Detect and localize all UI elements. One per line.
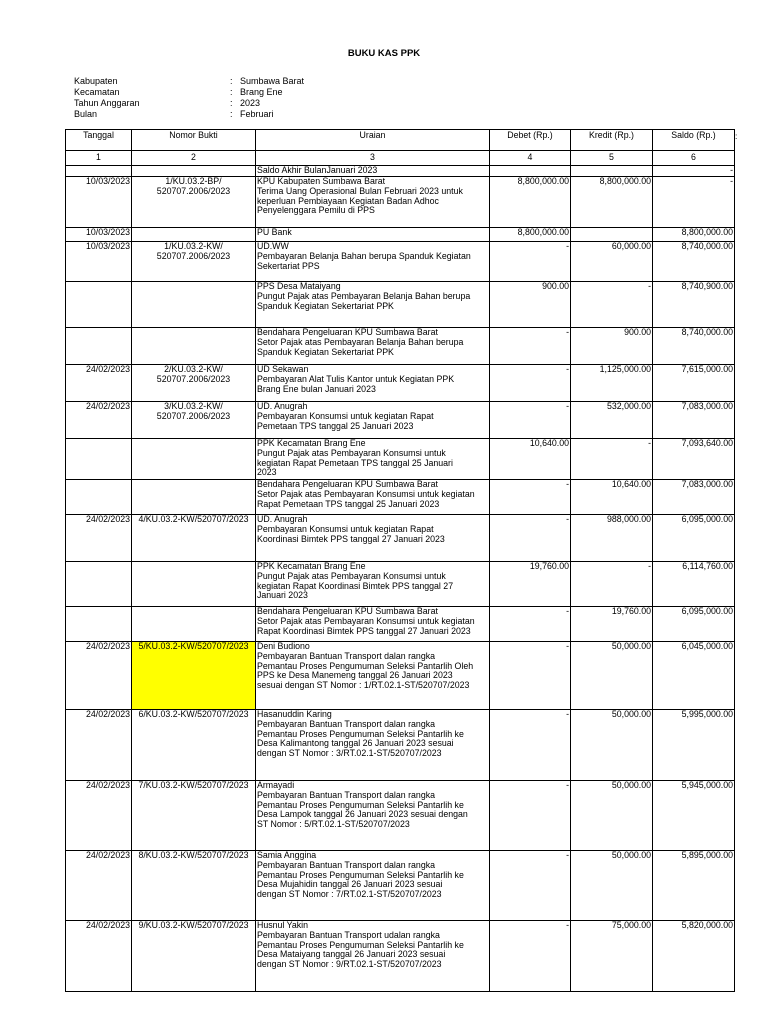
cell-uraian <box>256 439 490 480</box>
cell-debet: - <box>490 515 571 562</box>
table-row <box>66 328 735 365</box>
nomor-bukti-line: 3/KU.03.2-KW/ <box>164 401 223 411</box>
document-title: BUKU KAS PPK <box>347 48 421 59</box>
cell-debet: - <box>490 710 571 781</box>
table-row <box>66 642 735 710</box>
uraian-line: PPK Kecamatan Brang Ene <box>257 561 366 571</box>
uraian-line: Setor Pajak atas Pembayaran Konsumsi untuk kegiatan <box>257 488 475 499</box>
uraian-line: dengan ST Nomor : 9/RT.02.1-ST/520707/2023 <box>257 959 442 970</box>
cell-debet <box>490 166 571 177</box>
column-number-row <box>66 151 735 166</box>
cell-saldo: 6,095,000.00 <box>653 515 735 562</box>
cell-tanggal: 24/02/2023 <box>66 781 132 851</box>
column-header-nomor-bukti: Nomor Bukti <box>132 130 256 151</box>
cell-debet: 8,800,000.00 <box>490 228 571 242</box>
cell-saldo: 8,740,900.00 <box>653 282 735 328</box>
uraian-line: Bendahara Pengeluaran KPU Sumbawa Barat <box>257 327 438 337</box>
meta-row-tahun-anggaran <box>74 98 304 109</box>
header-row <box>66 130 735 151</box>
uraian-line: Bendahara Pengeluaran KPU Sumbawa Barat <box>257 606 438 616</box>
cell-debet: 19,760.00 <box>490 562 571 607</box>
column-number: 2 <box>132 151 256 166</box>
cell-tanggal: 24/02/2023 <box>66 402 132 439</box>
uraian-line: Spanduk Kegiatan Sekertariat PPK <box>257 346 394 357</box>
cell-uraian <box>256 607 490 642</box>
uraian-line: Pembayaran Alat Tulis Kantor untuk Kegiatan PPK <box>257 373 455 384</box>
cell-saldo: 5,945,000.00 <box>653 781 735 851</box>
nomor-bukti-line: 520707.2006/2023 <box>156 373 231 384</box>
cell-nomor-bukti <box>132 480 256 515</box>
uraian-line: Pemantau Proses Pengumuman Seleksi Pantarlih ke <box>257 939 464 950</box>
uraian-line: Pemantau Proses Pengumuman Seleksi Pantarlih ke <box>257 869 464 880</box>
cell-debet: - <box>490 242 571 282</box>
nomor-bukti-line: 5/KU.03.2-KW/520707/2023 <box>138 641 249 651</box>
cell-nomor-bukti <box>132 439 256 480</box>
cell-debet: 10,640.00 <box>490 439 571 480</box>
table-row <box>66 166 735 177</box>
cell-nomor-bukti <box>132 921 256 992</box>
cell-nomor-bukti <box>132 228 256 242</box>
cell-uraian <box>256 562 490 607</box>
cell-tanggal: 24/02/2023 <box>66 710 132 781</box>
uraian-line: Samia Anggina <box>257 850 317 860</box>
cell-nomor-bukti <box>132 781 256 851</box>
cell-kredit: 50,000.00 <box>571 642 653 710</box>
cell-nomor-bukti <box>132 328 256 365</box>
uraian-line: Bendahara Pengeluaran KPU Sumbawa Barat <box>257 479 438 489</box>
uraian-line: UD.WW <box>257 241 289 251</box>
uraian-line: Desa Lampok tanggal 26 Januari 2023 sesuai dengan <box>257 809 468 820</box>
column-number: 1 <box>66 151 132 166</box>
meta-separator: : <box>230 98 233 108</box>
table-row <box>66 177 735 228</box>
column-header-kredit: Kredit (Rp.) <box>571 130 653 151</box>
cell-uraian <box>256 515 490 562</box>
cell-tanggal: 24/02/2023 <box>66 515 132 562</box>
uraian-line: keperluan Pembiayaan Kegiatan Badan Adhoc <box>257 195 439 206</box>
meta-label: Kecamatan <box>74 87 120 97</box>
cell-debet: 900.00 <box>490 282 571 328</box>
cell-uraian <box>256 642 490 710</box>
cell-saldo: 5,820,000.00 <box>653 921 735 992</box>
cell-saldo: 7,083,000.00 <box>653 480 735 515</box>
column-header-uraian: Uraian <box>256 130 490 151</box>
cell-kredit: 988,000.00 <box>571 515 653 562</box>
meta-separator: : <box>230 87 233 97</box>
cell-nomor-bukti <box>132 402 256 439</box>
cell-uraian <box>256 228 490 242</box>
cell-saldo: 6,095,000.00 <box>653 607 735 642</box>
cell-kredit: 900.00 <box>571 328 653 365</box>
cell-tanggal <box>66 166 132 177</box>
cell-debet: - <box>490 328 571 365</box>
cell-uraian <box>256 282 490 328</box>
uraian-line: UD Sekawan <box>257 364 309 374</box>
cell-saldo: 6,045,000.00 <box>653 642 735 710</box>
cell-tanggal <box>66 607 132 642</box>
uraian-line: 2023 <box>257 467 277 478</box>
meta-separator: : <box>230 109 233 119</box>
cell-saldo: 7,615,000.00 <box>653 365 735 402</box>
nomor-bukti-line: 2/KU.03.2-KW/ <box>164 364 223 374</box>
cell-kredit: - <box>571 282 653 328</box>
uraian-line: Desa Mataiyang tanggal 26 Januari 2023 sesuai <box>257 949 446 960</box>
table-row <box>66 365 735 402</box>
cell-kredit <box>571 166 653 177</box>
uraian-line: Pembayaran Bantuan Transport dalan rangka <box>257 789 436 800</box>
cell-kredit: 50,000.00 <box>571 710 653 781</box>
uraian-line: Rapat Pemetaan TPS tanggal 25 Januari 2023 <box>257 498 440 509</box>
table-row <box>66 710 735 781</box>
cell-nomor-bukti <box>132 242 256 282</box>
document-meta <box>74 76 304 120</box>
uraian-line: Brang Ene bulan Januari 2023 <box>257 383 376 394</box>
cell-saldo: 8,740,000.00 <box>653 328 735 365</box>
column-header-tanggal: Tanggal <box>66 130 132 151</box>
uraian-line: dengan ST Nomor : 3/RT.02.1-ST/520707/2023 <box>257 748 442 759</box>
meta-row-kabupaten <box>74 76 304 87</box>
cell-nomor-bukti <box>132 166 256 177</box>
cell-kredit: 50,000.00 <box>571 851 653 921</box>
uraian-line: Pembayaran Bantuan Transport dalan rangka <box>257 718 436 729</box>
uraian-line: Pungut Pajak atas Pembayaran Konsumsi untuk <box>257 447 446 458</box>
nomor-bukti-line: 4/KU.03.2-KW/520707/2023 <box>138 514 249 524</box>
cell-kredit: 532,000.00 <box>571 402 653 439</box>
cell-kredit: 50,000.00 <box>571 781 653 851</box>
table-row <box>66 562 735 607</box>
nomor-bukti-line: 7/KU.03.2-KW/520707/2023 <box>138 780 249 790</box>
cell-kredit: 8,800,000.00 <box>571 177 653 228</box>
uraian-line: Pembayaran Bantuan Transport dalan rangka <box>257 650 436 661</box>
uraian-line: Penyelenggara Pemilu di PPS <box>257 205 375 216</box>
cell-uraian <box>256 177 490 228</box>
cell-saldo: 5,995,000.00 <box>653 710 735 781</box>
stray-colon-mark: : <box>735 131 738 141</box>
uraian-line: Desa Kalimantong tanggal 26 Januari 2023 sesuai <box>257 738 454 749</box>
uraian-line: Sekertariat PPS <box>257 260 320 271</box>
uraian-line: UD. Anugrah <box>257 514 308 524</box>
cell-kredit: 75,000.00 <box>571 921 653 992</box>
uraian-line: Pungut Pajak atas Pembayaran Konsumsi untuk <box>257 570 446 581</box>
meta-separator: : <box>230 76 233 86</box>
uraian-line: Pemantau Proses Pengumuman Seleksi Pantarlih ke <box>257 728 464 739</box>
cell-nomor-bukti <box>132 177 256 228</box>
uraian-line: Pembayaran Belanja Bahan berupa Spanduk Kegiatan <box>257 250 471 261</box>
cell-saldo: 6,114,760.00 <box>653 562 735 607</box>
uraian-line: Pemantau Proses Pengumuman Seleksi Pantarlih Oleh <box>257 660 474 671</box>
cell-tanggal <box>66 439 132 480</box>
table-row <box>66 480 735 515</box>
cell-debet: - <box>490 607 571 642</box>
cell-debet: - <box>490 851 571 921</box>
uraian-line: Pembayaran Bantuan Transport udalan rangka <box>257 929 440 940</box>
meta-value: Sumbawa Barat <box>240 76 305 86</box>
cell-debet: 8,800,000.00 <box>490 177 571 228</box>
cell-uraian <box>256 480 490 515</box>
cell-tanggal: 24/02/2023 <box>66 365 132 402</box>
cell-uraian <box>256 921 490 992</box>
cell-tanggal <box>66 562 132 607</box>
cell-nomor-bukti <box>132 365 256 402</box>
uraian-line: Terima Uang Operasional Bulan Februari 2023 untuk <box>257 185 463 196</box>
meta-label: Kabupaten <box>74 76 118 86</box>
cell-tanggal: 10/03/2023 <box>66 242 132 282</box>
column-number: 5 <box>571 151 653 166</box>
cell-nomor-bukti <box>132 282 256 328</box>
cell-kredit: 1,125,000.00 <box>571 365 653 402</box>
uraian-line: Januari 2023 <box>257 590 308 601</box>
cell-uraian <box>256 365 490 402</box>
cell-tanggal: 24/02/2023 <box>66 851 132 921</box>
cash-ledger-table <box>65 129 738 992</box>
nomor-bukti-line: 6/KU.03.2-KW/520707/2023 <box>138 709 249 719</box>
cell-saldo: 5,895,000.00 <box>653 851 735 921</box>
uraian-line: kegiatan Rapat Pemetaan TPS tanggal 25 Januari <box>257 457 453 468</box>
cell-tanggal: 10/03/2023 <box>66 228 132 242</box>
cell-nomor-bukti <box>132 607 256 642</box>
cell-debet: - <box>490 921 571 992</box>
nomor-bukti-line: 8/KU.03.2-KW/520707/2023 <box>138 850 249 860</box>
nomor-bukti-line: 1/KU.03.2-KW/ <box>164 241 223 251</box>
uraian-line: Pemantau Proses Pengumuman Seleksi Pantarlih ke <box>257 799 464 810</box>
column-header-debet: Debet (Rp.) <box>490 130 571 151</box>
meta-label: Tahun Anggaran <box>74 98 140 108</box>
column-number: 3 <box>256 151 490 166</box>
cell-uraian <box>256 851 490 921</box>
uraian-line: Spanduk Kegiatan Sekertariat PPK <box>257 300 394 311</box>
uraian-line: Pembayaran Bantuan Transport dalan rangka <box>257 859 436 870</box>
uraian-line: PPS Desa Mataiyang <box>257 281 341 291</box>
cell-debet: - <box>490 402 571 439</box>
uraian-line: dengan ST Nomor : 7/RT.02.1-ST/520707/2023 <box>257 889 442 900</box>
cell-saldo: 8,740,000.00 <box>653 242 735 282</box>
uraian-line: Pemetaan TPS tanggal 25 Januari 2023 <box>257 420 414 431</box>
uraian-line: UD. Anugrah <box>257 401 308 411</box>
uraian-line: Desa Mujahidin tanggal 26 Januari 2023 sesuai <box>257 879 443 890</box>
uraian-line: Pungut Pajak atas Pembayaran Belanja Bahan berupa <box>257 290 471 301</box>
uraian-line: ST Nomor : 5/RT.02.1-ST/520707/2023 <box>257 819 410 830</box>
cell-nomor-bukti-highlighted <box>132 642 256 710</box>
ledger-body <box>66 166 735 992</box>
uraian-line: PU Bank <box>257 227 292 237</box>
cell-kredit: 10,640.00 <box>571 480 653 515</box>
nomor-bukti-line: 9/KU.03.2-KW/520707/2023 <box>138 920 249 930</box>
cell-nomor-bukti <box>132 710 256 781</box>
meta-row-kecamatan <box>74 87 304 98</box>
table-row <box>66 242 735 282</box>
table-row <box>66 515 735 562</box>
cell-uraian <box>256 166 490 177</box>
cell-debet: - <box>490 642 571 710</box>
uraian-line: Husnul Yakin <box>257 920 309 930</box>
cell-debet: - <box>490 365 571 402</box>
cell-saldo: 8,800,000.00 <box>653 228 735 242</box>
cell-kredit: 60,000.00 <box>571 242 653 282</box>
table-row <box>66 402 735 439</box>
uraian-line: kegiatan Rapat Koordinasi Bimtek PPS tanggal 27 <box>257 580 454 591</box>
cell-saldo: - <box>653 166 735 177</box>
uraian-line: Armayadi <box>257 780 295 790</box>
cell-saldo: - <box>653 177 735 228</box>
table-row <box>66 851 735 921</box>
cell-uraian <box>256 402 490 439</box>
uraian-line: Setor Pajak atas Pembayaran Konsumsi untuk kegiatan <box>257 615 475 626</box>
uraian-line: PPK Kecamatan Brang Ene <box>257 438 366 448</box>
cell-nomor-bukti <box>132 515 256 562</box>
column-header-saldo: Saldo (Rp.) <box>653 130 735 151</box>
meta-value: 2023 <box>240 98 261 108</box>
column-number: 4 <box>490 151 571 166</box>
cell-tanggal: 24/02/2023 <box>66 921 132 992</box>
uraian-line: Deni Budiono <box>257 641 310 651</box>
meta-label: Bulan <box>74 109 98 119</box>
table-row <box>66 921 735 992</box>
cell-saldo: 7,093,640.00 <box>653 439 735 480</box>
uraian-line: Koordinasi Bimtek PPS tanggal 27 Januari 2023 <box>257 533 445 544</box>
meta-value: Brang Ene <box>240 87 283 97</box>
meta-row-bulan <box>74 109 304 120</box>
cell-tanggal <box>66 480 132 515</box>
cell-uraian <box>256 710 490 781</box>
cell-kredit: - <box>571 439 653 480</box>
cell-tanggal: 10/03/2023 <box>66 177 132 228</box>
column-number: 6 <box>653 151 735 166</box>
meta-value: Februari <box>240 109 274 119</box>
cell-tanggal <box>66 328 132 365</box>
uraian-line: Setor Pajak atas Pembayaran Belanja Bahan berupa <box>257 336 464 347</box>
nomor-bukti-line: 520707.2006/2023 <box>156 250 231 261</box>
nomor-bukti-line: 520707.2006/2023 <box>156 410 231 421</box>
cell-uraian <box>256 781 490 851</box>
cell-saldo: 7,083,000.00 <box>653 402 735 439</box>
cell-kredit <box>571 228 653 242</box>
cell-tanggal: 24/02/2023 <box>66 642 132 710</box>
uraian-line: Saldo Akhir BulanJanuari 2023 <box>257 165 378 175</box>
cell-nomor-bukti <box>132 851 256 921</box>
cell-uraian <box>256 242 490 282</box>
cell-tanggal <box>66 282 132 328</box>
cell-nomor-bukti <box>132 562 256 607</box>
uraian-line: sesuai dengan ST Nomor : 1/RT.02.1-ST/520707/2023 <box>257 680 470 691</box>
cell-debet: - <box>490 480 571 515</box>
table-row <box>66 228 735 242</box>
cell-debet: - <box>490 781 571 851</box>
nomor-bukti-line: 1/KU.03.2-BP/ <box>165 176 222 186</box>
uraian-line: Hasanuddin Karing <box>257 709 332 719</box>
uraian-line: Rapat Koordinasi Bimtek PPS tanggal 27 Januari 2023 <box>257 625 471 636</box>
cell-uraian <box>256 328 490 365</box>
table-row <box>66 781 735 851</box>
table-row <box>66 439 735 480</box>
nomor-bukti-line: 520707.2006/2023 <box>156 185 231 196</box>
uraian-line: KPU Kabupaten Sumbawa Barat <box>257 176 386 186</box>
table-row <box>66 282 735 328</box>
cell-kredit: 19,760.00 <box>571 607 653 642</box>
uraian-line: Pembayaran Konsumsi untuk kegiatan Rapat <box>257 523 434 534</box>
uraian-line: PPS ke Desa Manemeng tanggal 26 Januari 2023 <box>257 670 453 681</box>
table-row <box>66 607 735 642</box>
uraian-line: Pembayaran Konsumsi untuk kegiatan Rapat <box>257 410 434 421</box>
cell-kredit: - <box>571 562 653 607</box>
